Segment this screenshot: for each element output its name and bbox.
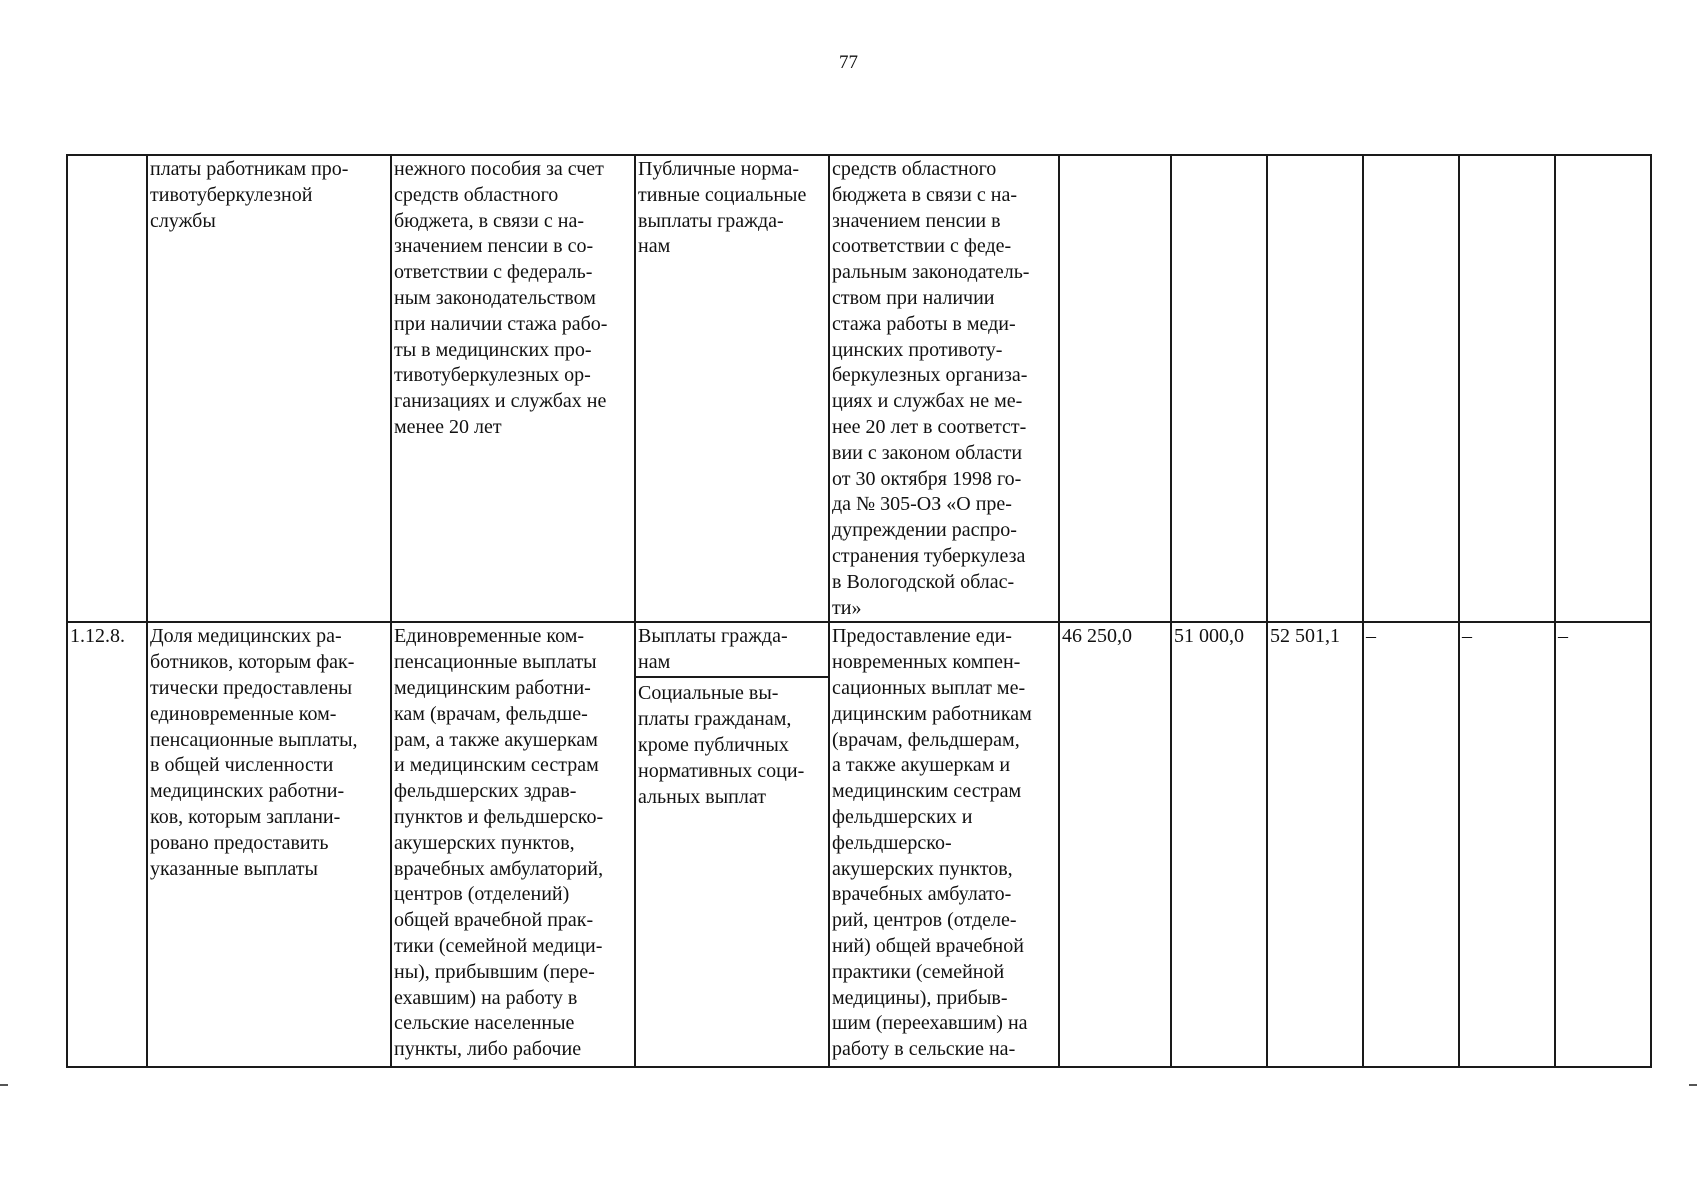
cell-indicator: платы работникам про- тивотуберкулезной службы: [147, 155, 391, 622]
cell-value-5: –: [1459, 622, 1555, 1067]
page-number: 77: [839, 52, 858, 73]
cell-value-3: 52 501,1: [1267, 622, 1363, 1067]
cell-value-5: [1459, 155, 1555, 622]
cell-value-1: [1059, 155, 1171, 622]
cell-value-4: –: [1363, 622, 1459, 1067]
cell-value-2: [1171, 155, 1267, 622]
cell-measure: нежного пособия за счет средств областного бюджета, в связи с на- значением пенсии в со- ответствии с федераль- ным законодательством при наличии стажа рабо- ты в медицинских про- тивотуберкулезных ор- ганизациях и службах не менее 20 лет: [391, 155, 635, 622]
cell-value-3: [1267, 155, 1363, 622]
cell-description: Предоставление еди- новременных компен- сационных выплат ме- дицинским работникам (врачам, фельдшерам, а также акушеркам и медицинским сестрам фельдшерских и фельдшерско- акушерских пунктов, врачебных амбулато- рий, центров (отделе- ний) общей врачебной практики (семейной медицины), прибыв- шим (переехавшим) на работу в сельские на-: [829, 622, 1059, 1067]
cell-number: [67, 155, 147, 622]
cell-indicator: Доля медицинских ра- ботников, которым фак- тически предоставлены единовременные ком- пенсационные выплаты, в общей численности медицинских работни- ков, которым заплани- ровано предоставить указанные выплаты: [147, 622, 391, 1067]
payment-type-secondary: Социальные вы- платы гражданам, кроме публичных нормативных соци- альных выплат: [638, 682, 805, 808]
cell-value-4: [1363, 155, 1459, 622]
cell-number: 1.12.8.: [67, 622, 147, 1067]
scan-mark: [1689, 1084, 1697, 1086]
cell-value-6: [1555, 155, 1651, 622]
payment-type-primary: Выплаты гражда- нам: [636, 623, 828, 678]
cell-value-2: 51 000,0: [1171, 622, 1267, 1067]
scan-mark: [0, 1084, 8, 1086]
cell-description: средств областного бюджета в связи с на- значением пенсии в соответствии с феде- ральным законодатель- ством при наличии стажа работы в меди- цинских противоту- беркулезных организа- циях и службах не ме- нее 20 лет в соответст- вии с законом области от 30 октября 1998 го- да № 305-ОЗ «О пре- дупреждении распро- странения туберкулеза в Вологодской облас- ти»: [829, 155, 1059, 622]
cell-value-1: 46 250,0: [1059, 622, 1171, 1067]
table-row: [67, 622, 1651, 1067]
table-row: [67, 155, 1651, 622]
cell-measure: Единовременные ком- пенсационные выплаты медицинским работни- кам (врачам, фельдше- рам, а также акушеркам и медицинским сестрам фельдшерских здрав- пунктов и фельдшерско- акушерских пунктов, врачебных амбулаторий, центров (отделений) общей врачебной прак- тики (семейной медици- ны), прибывшим (пере- ехавшим) на работу в сельские населенные пункты, либо рабочие: [391, 622, 635, 1067]
cell-value-6: –: [1555, 622, 1651, 1067]
cell-payment-type: Публичные норма- тивные социальные выплаты гражда- нам: [635, 155, 829, 622]
cell-payment-type: [635, 622, 829, 1067]
budget-table: [66, 154, 1652, 1068]
